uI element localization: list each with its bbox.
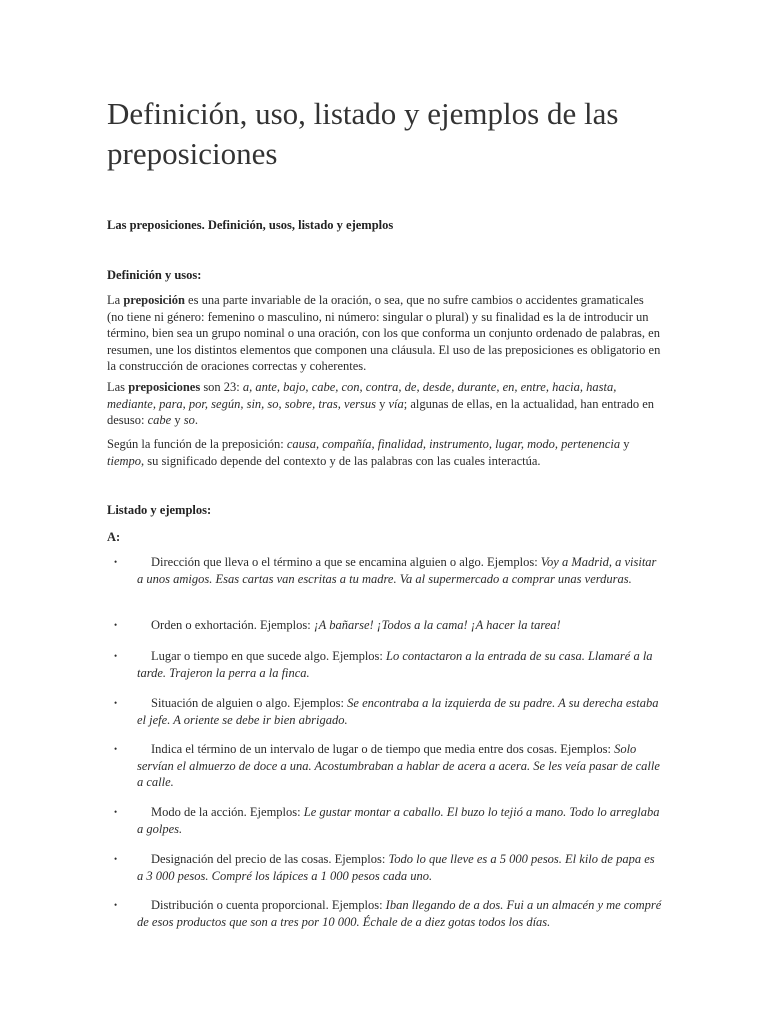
list-item: • Orden o exhortación. Ejemplos: ¡A bañarse! ¡Todos a la cama! ¡A hacer la tarea! (114, 618, 561, 632)
page-title: Definición, uso, listado y ejemplos de las preposiciones (107, 96, 619, 171)
bullet-icon: • (114, 651, 118, 661)
list-item: • Dirección que lleva o el término a que se encamina alguien o algo. Ejemplos: Voy a Madrid, a visitar a unos amigos. Esas cartas van escritas a tu madre. Va al supermercado a comprar unas verduras. (114, 555, 657, 586)
bullet-icon: • (114, 900, 118, 910)
bullet-icon: • (114, 620, 118, 630)
bullet-icon: • (114, 854, 118, 864)
document-subtitle: Las preposiciones. Definición, usos, listado y ejemplos (107, 218, 394, 232)
definition-heading: Definición y usos: (107, 268, 202, 282)
list-item: • Modo de la acción. Ejemplos: Le gustar montar a caballo. El buzo lo tejió a mano. Todo lo arreglaba a golpes. (114, 805, 660, 836)
list-item: • Designación del precio de las cosas. Ejemplos: Todo lo que lleve es a 5 000 pesos. El kilo de papa es a 3 000 pesos. Compré los lápices a 1 000 pesos cada uno. (114, 852, 655, 883)
list-item: • Distribución o cuenta proporcional. Ejemplos: Iban llegando de a dos. Fui a un almacén y me compré de esos productos que son a tres por 10 000. Échale de a diez gotas todos los días. (114, 898, 662, 929)
list-item: • Indica el término de un intervalo de lugar o de tiempo que media entre dos cosas. Ejemplos: Solo servían el almuerzo de doce a una. Acostumbraban a hablar de acera a acera. Se les veía pasar de calle a calle. (114, 742, 660, 789)
list-item: • Situación de alguien o algo. Ejemplos: Se encontraba a la izquierda de su padre. A su derecha estaba el jefe. A oriente se debe ir bien abrigado. (114, 696, 659, 727)
list-item: • Lugar o tiempo en que sucede algo. Ejemplos: Lo contactaron a la entrada de su casa. Llamaré a la tarde. Trajeron la perra a la finca. (114, 649, 653, 680)
bullet-icon: • (114, 698, 118, 708)
bullet-icon: • (114, 807, 118, 817)
letter-heading: A: (107, 530, 121, 544)
definition-paragraph-1: La preposición es una parte invariable de la oración, o sea, que no sufre cambios o accidentes gramaticales (no tiene ni género: femenino o masculino, ni número: singular o plural) y su finalidad es la de introducir un término, bien sea un grupo nominal o una oración, con los que conforma un conjunto ordenado de palabras, en resumen, une los distintos elementos que componen una cláusula. El uso de las preposiciones es obligatorio en la construcción de oraciones correctas y coherentes. (107, 293, 661, 373)
definition-paragraph-3: Según la función de la preposición: causa, compañía, finalidad, instrumento, lugar, modo, pertenencia y tiempo, su significado depende del contexto y de las palabras con las cuales interactúa. (107, 437, 630, 468)
bullet-icon: • (114, 557, 118, 567)
listing-heading: Listado y ejemplos: (107, 503, 212, 517)
definition-paragraph-2: Las preposiciones son 23: a, ante, bajo, cabe, con, contra, de, desde, durante, en, entre, hacia, hasta, mediante, para, por, según, sin, so, sobre, tras, versus y vía; algunas de ellas, en la actualidad, han entrado en desuso: cabe y so. (107, 380, 655, 427)
bullet-icon: • (114, 744, 118, 754)
